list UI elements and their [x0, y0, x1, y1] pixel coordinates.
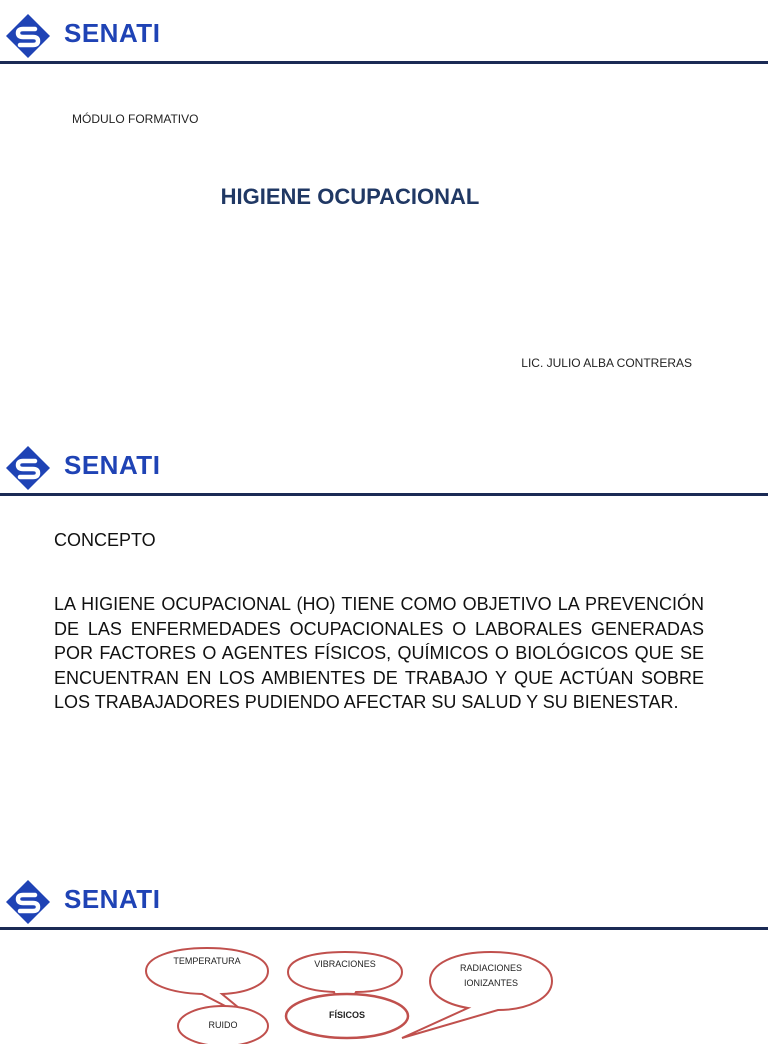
slide-header	[0, 432, 768, 496]
senati-logo-icon	[4, 444, 52, 492]
bubble-ruido	[176, 1004, 270, 1044]
center-label: FÍSICOS	[328, 1010, 365, 1020]
module-label: MÓDULO FORMATIVO	[72, 112, 199, 126]
author-name: LIC. JULIO ALBA CONTRERAS	[521, 356, 692, 370]
slide-header	[0, 866, 768, 930]
bubble-label: RUIDO	[208, 1020, 238, 1030]
center-fisicos	[284, 992, 410, 1032]
senati-logo-icon	[4, 12, 52, 60]
concept-paragraph: LA HIGIENE OCUPACIONAL (HO) TIENE COMO OBJETIVO LA PREVENCIÓN DE LAS ENFERMEDADES OCUPACIONALES O LABORALES GENERADAS POR FACTORES O AGENTES FÍSICOS, QUÍMICOS O BIOLÓGICOS QUE SE ENCUENTRAN EN LOS AMBIENTES DE TRABAJO Y QUE ACTÚAN SOBRE LOS TRABAJADORES PUDIENDO AFECTAR SU SALUD Y SU BIENESTAR.	[54, 594, 704, 712]
bubble-temperatura	[144, 946, 270, 996]
bubble-vibraciones	[286, 950, 404, 994]
header-divider	[0, 493, 768, 496]
slide-title: HIGIENE OCUPACIONAL	[220, 184, 480, 209]
senati-logo-icon	[4, 878, 52, 926]
concept-heading: CONCEPTO	[54, 530, 156, 550]
header-divider	[0, 61, 768, 64]
bubble-label: RADIACIONES	[459, 963, 522, 973]
bubble-label: VIBRACIONES	[314, 959, 376, 969]
concept-slide	[0, 432, 768, 862]
bubble-label: TEMPERATURA	[173, 956, 241, 966]
brand-name: SENATI	[64, 450, 161, 480]
agents-diagram-slide	[0, 866, 768, 1030]
bubble-label: IONIZANTES	[463, 978, 518, 988]
title-slide	[0, 0, 768, 430]
brand-name: SENATI	[64, 18, 161, 48]
bubble-radiaciones-ionizantes	[428, 950, 554, 1012]
brand-name: SENATI	[64, 884, 161, 914]
header-divider	[0, 927, 768, 930]
slide-header	[0, 0, 768, 64]
